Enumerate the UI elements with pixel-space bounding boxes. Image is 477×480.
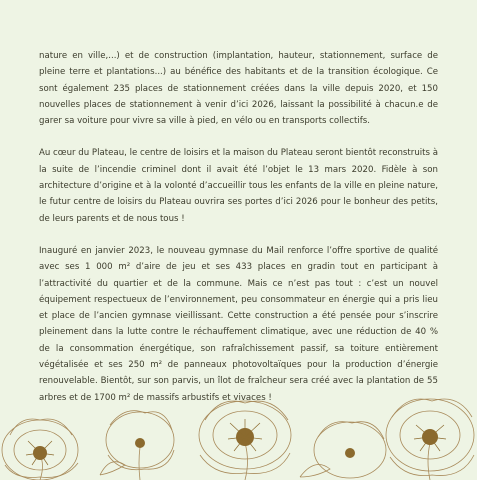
flower-center: [345, 448, 355, 458]
article-body: [39, 48, 438, 422]
floral-decoration: [0, 395, 477, 480]
paragraph-plateau: Au cœur du Plateau, le centre de loisirs et la maison du Plateau seront bientôt reconstruits à la suite de l’incendie criminel dont il avait été l’objet le 13 mars 2020. Fidèle à son architecture d’origine et à la volonté d’accueillir tous les enfants de la ville en pleine nature, le futur centre de loisirs du Plateau ouvrira ses portes d’ici 2026 pour le bonheur des petits, de leurs parents et de nous tous !: [39, 148, 438, 224]
paragraph-gymnase: Inauguré en janvier 2023, le nouveau gymnase du Mail renforce l’offre sportive de qualité avec ses 1 000 m² d’aire de jeu et ses 433 places en gradin tout en participant à l’attractivité du quartier et de la commune. Mais ce n’est pas tout : c’est un nouvel équipement respectueux de l’environnement, peu consommateur en énergie qui a pris lieu et place de l’ancien gymnase vieillissant. Cette construction a été pensée pour s’inscrire pleinement dans la lutte contre le réchauffement climatique, avec une réduction de 40 % de la consommation énergétique, son rafraîchissement passif, sa toiture entièrement végétalisée et ses 250 m² de panneaux photovoltaïques pour la production d’énergie renouvelable. Bientôt, sur son parvis, un îlot de fraîcheur sera créé avec la plantation de 55 arbres et de 1700 m² de massifs arbustifs et vivaces !: [39, 245, 438, 403]
flower-center: [135, 438, 145, 448]
paragraph-urbanism: nature en ville,...) et de construction (implantation, hauteur, stationnement, surface de pleine terre et plantations...) au bénéfice des habitants et de la transition écologique. Ce sont également 235 places de stationnement créées dans la ville depuis 2020, et 150 nouvelles places de stationnement à venir d’ici 2026, laissant la possibilité à chacun.e de garer sa voiture pour vivre sa ville à pied, en vélo ou en transports collectifs.: [39, 51, 438, 127]
